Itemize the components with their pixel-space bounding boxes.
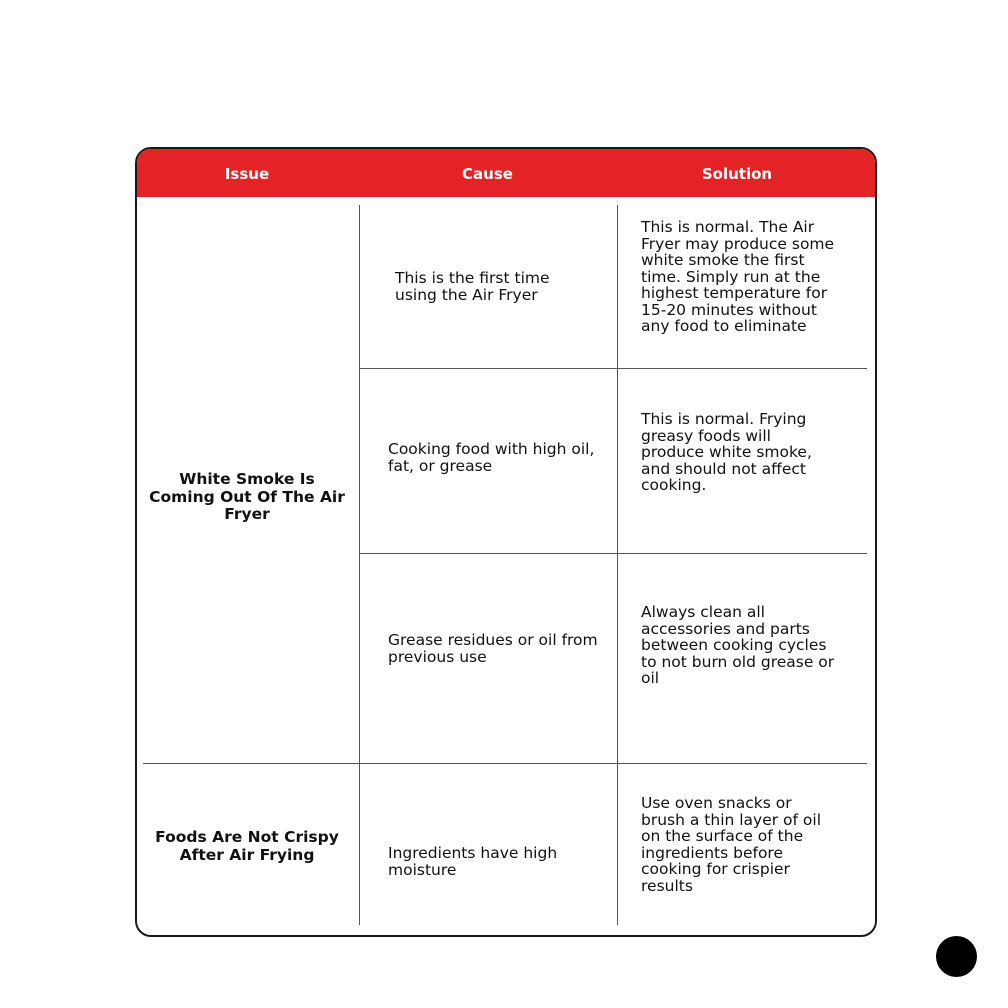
column-divider-1 — [359, 205, 360, 925]
cause-cell: Ingredients have high moisture — [388, 844, 558, 879]
table-header — [137, 149, 875, 197]
solution-cell: This is normal. The Air Fryer may produce some white smoke the first time. Simply run at the highest temperature for 15-20 minutes without any food to eliminate — [641, 218, 835, 335]
cause-cell: This is the first time using the Air Fryer — [395, 269, 550, 304]
issue-white-smoke: White Smoke Is Coming Out Of The Air Fryer — [149, 470, 345, 523]
row-divider-3 — [143, 763, 867, 764]
column-divider-2 — [617, 205, 618, 925]
black-dot-icon — [936, 936, 977, 977]
issue-not-crispy: Foods Are Not Crispy After Air Frying — [155, 828, 339, 864]
header-solution: Solution — [701, 165, 773, 183]
row-divider-2 — [359, 553, 867, 554]
solution-cell: This is normal. Frying greasy foods will produce white smoke, and should not affect cooking. — [641, 410, 812, 494]
solution-cell: Always clean all accessories and parts between cooking cycles to not burn old grease or oil — [641, 603, 835, 687]
cause-cell: Cooking food with high oil, fat, or grease — [388, 440, 595, 475]
solution-cell: Use oven snacks or brush a thin layer of oil on the surface of the ingredients before cooking for crispier results — [641, 794, 822, 895]
header-issue: Issue — [224, 165, 270, 183]
row-divider-1 — [359, 368, 867, 369]
troubleshooting-table — [135, 147, 877, 937]
cause-cell: Grease residues or oil from previous use — [388, 631, 598, 666]
header-cause: Cause — [462, 165, 513, 183]
